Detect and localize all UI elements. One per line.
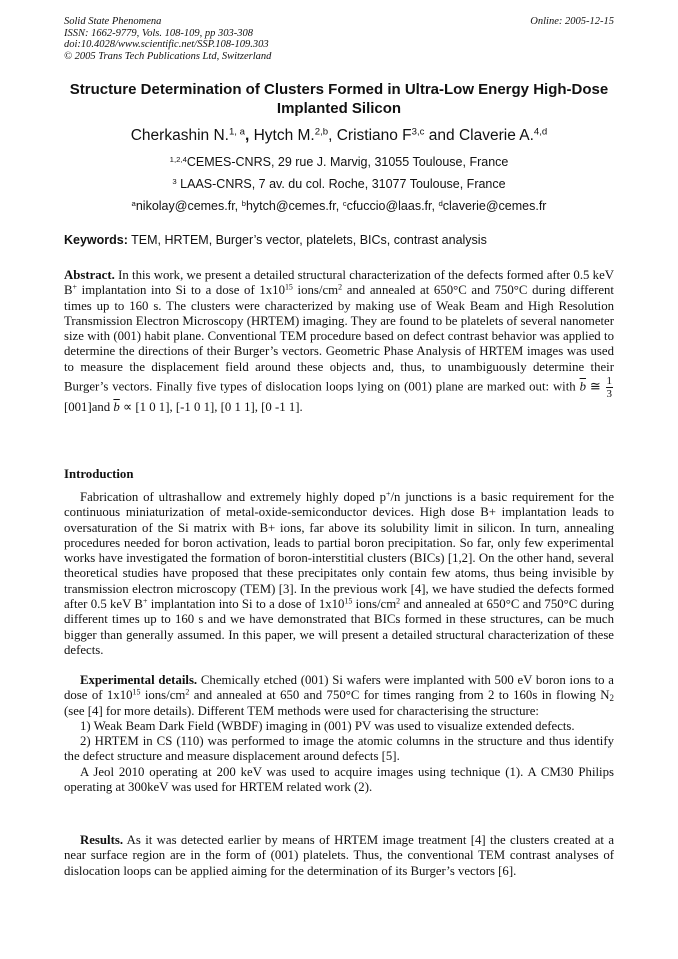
journal-header	[64, 16, 271, 62]
author-1: Cherkashin N.	[130, 127, 229, 144]
results-section: Results. As it was detected earlier by means of HRTEM image treatment [4] the clusters created at a near surface region are in the form of (001) platelets. Thus, the conventional TEM contrast analyses of dislocation loops can be applied aiming for the determination of its Burger’s vectors [6].	[64, 833, 614, 878]
affiliation-2: $^3$ LAAS-CNRS, 7 av. du col. Roche, 31077 Toulouse, France	[172, 176, 506, 191]
keywords: Keywords: TEM, HRTEM, Burger’s vector, platelets, BICs, contrast analysis	[64, 233, 487, 247]
author-2: Hytch M.	[253, 127, 315, 144]
burgers-vector-symbol: $\overline{b}$	[579, 379, 586, 394]
abstract: Abstract. In this work, we present a detailed structural characterization of the defects formed after 0.5 keV B+ implantation into Si to a dose of $1x10^{15}$ ions/$cm^2$ and annealed at 650°C and 750°C during different times up to 160 s. The clusters were characterized by making use of Weak Beam and High Resolution Transmission Electron Microscopy (HRTEM) imaging. They are found to be platelets of several nanometer size with (001) habit plane. Conventional TEM procedure based on defect contrast behavior was applied to determine the directions of their Burger’s vectors. Geometric Phase Analysis of HRTEM images was used to measure the displacement field around these objects and, thus, to unambiguously determine their Burger’s vectors. Finally five types of dislocation loops lying on (001) plane are marked out: with $\overline{b}$ ≅ $\frac{1}{3}$ [001]and $\overline{b} \propto [1$ 0 1], [-1 0 1], [0 1 1], [0 -1 1].	[64, 268, 614, 415]
section-heading-introduction: Introduction	[64, 467, 134, 481]
introduction-paragraph: Fabrication of ultrashallow and extremely highly doped p+/n junctions is a basic requirement for the continuous miniaturization of metal-oxide-semiconductor devices. High dose B+ implantation leads to oversaturation of the Si matrix with B+ ions, far above its solubility limit in silicon. In turn, annealing procedures needed for boron activation, leads to partial boron precipitation. So far, only few experimental works have investigated the formation of boron-interstitial clusters (BICs) [1,2]. On the other hand, several theoretical studies have proposed that these precipitates only contain few atoms, thus being invisible by transmission electron microscopy (TEM) [3]. In the previous work [4], we have studied the defects formed after 0.5 keV B+ implantation into Si to a dose of $1x10^{15}$ ions/$cm^2$ and annealed at 650°C and 750°C during different times up to 160 s and we have demonstrated that BICs formed in these structures, can be much bigger than generally assumed. In this paper, we will present a detailed structural characterization of these defects.	[64, 489, 614, 657]
affiliation-1: $^{1,2,4}$CEMES-CNRS, 29 rue J. Marvig, 31055 Toulouse, France	[169, 154, 509, 169]
burgers-vector-symbol: $\overline{b}$	[113, 400, 120, 415]
journal-name: Solid State Phenomena	[64, 16, 162, 27]
author-emails: $^a$nikolay@cemes.fr, $^b$hytch@cemes.fr, $^c$cfuccio@laas.fr, $^d$claverie@cemes.fr	[131, 198, 547, 213]
author-4: Claverie A.	[458, 127, 534, 144]
journal-doi: doi:10.4028/www.scientific.net/SSP.108-109.303	[64, 39, 269, 50]
microscope-info: A Jeol 2010 operating at 200 keV was used to acquire images using technique (1). A CM30 Philips operating at 300keV was used for HRTEM related work (2).	[64, 764, 614, 795]
method-item-2: 2) HRTEM in CS (110) was performed to image the atomic columns in the structure and thus identify the defect structure and measure displacement around defects [5].	[64, 734, 614, 764]
author-list: Cherkashin N.$^{1, a}$, Hytch M.$^{2,b}$, Cristiano F$^{3,c}$ and Claverie A.$^{4,d}$	[130, 126, 548, 144]
author-3: Cristiano F	[336, 127, 412, 144]
online-date: Online: 2005-12-15	[530, 16, 614, 27]
journal-copyright: © 2005 Trans Tech Publications Ltd, Switzerland	[64, 50, 272, 62]
experimental-section: Experimental details. Chemically etched (001) Si wafers were implanted with 500 eV boron ions to a dose of $1x10^{15}$ ions/$cm^2$ and annealed at 650 and 750°C for times ranging from 2 to 160s in flowing $N_2$ (see [4] for more details). Different TEM methods were used for characterising the structure: 1) Weak Beam Dark Field (WBDF) imaging in (001) PV was used to visualize extended defects. 2) HRTEM in CS (110) was performed to image the atomic columns in the structure and thus identify the defect structure and measure displacement around defects [5]. A Jeol 2010 operating at 200 keV was used to acquire images using technique (1). A CM30 Philips operating at 300keV was used for HRTEM related work (2).	[64, 673, 614, 795]
method-item-1: 1) Weak Beam Dark Field (WBDF) imaging in (001) PV was used to visualize extended defects.	[80, 718, 575, 733]
paper-title: Structure Determination of Clusters Formed in Ultra-Low Energy High-Dose Implanted Silicon	[69, 81, 609, 117]
journal-issn: ISSN: 1662-9779, Vols. 108-109, pp 303-308	[64, 27, 253, 39]
fraction-one-third: $\frac{1}{3}$	[606, 375, 612, 401]
